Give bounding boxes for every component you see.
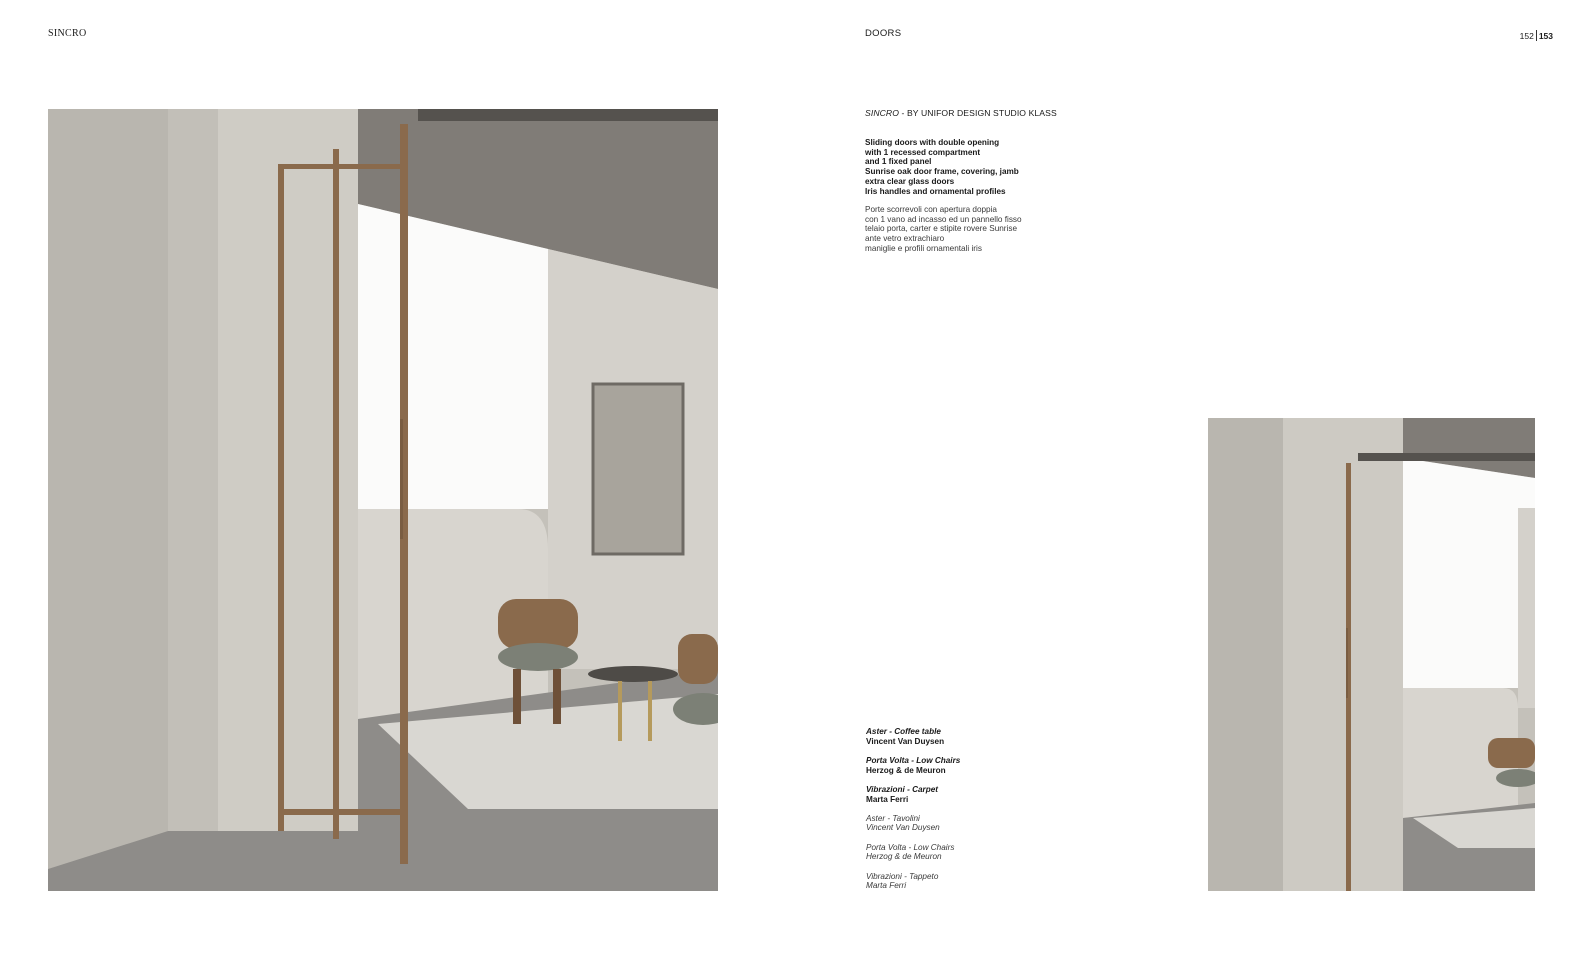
credits-list [866,727,960,900]
credit-title: Vibrazioni - Tappeto [866,871,939,881]
credit-title: Porta Volta - Low Chairs [866,842,955,852]
credit-title: Porta Volta - Low Chairs [866,755,961,765]
product-name: SINCRO [865,108,900,118]
credit-designer: Vincent Van Duysen [866,823,940,833]
credit-designer: Herzog & de Meuron [866,765,946,775]
credit-designer: Vincent Van Duysen [866,736,945,746]
running-header-left: SINCRO [48,28,87,39]
description-line: Sliding doors with double opening [865,138,1000,147]
description-line: telaio porta, carter e stipite rovere Sunrise [865,224,1017,234]
running-header-section: DOORS [865,28,902,39]
description-line: with 1 recessed compartment [865,147,981,157]
credit-item [866,756,960,775]
description-line: ante vetro extrachiaro [865,234,945,244]
credit-title: Aster - Coffee table [866,727,941,736]
credit-item-italian [866,872,960,891]
page-number-prev: 152 [1519,30,1534,41]
main-interior-photo [48,109,718,891]
description-line: extra clear glass doors [865,176,955,186]
credit-item-italian [866,814,960,833]
credit-title: Vibrazioni - Carpet [866,784,939,794]
credit-item [866,785,960,804]
description-line: and 1 fixed panel [865,157,932,167]
description-italian [865,205,1022,254]
description-line: Iris handles and ornamental profiles [865,186,1006,196]
product-byline: - BY UNIFOR DESIGN STUDIO KLASS [899,108,1057,118]
description-line: maniglie e profili ornamentali iris [865,243,982,253]
credit-designer: Herzog & de Meuron [866,852,942,862]
detail-interior-photo [1208,418,1535,891]
product-heading [865,108,1057,118]
credit-designer: Marta Ferri [866,881,907,891]
credit-item [866,727,960,746]
description-english [865,138,1019,196]
credit-designer: Marta Ferri [866,794,909,804]
page-number-current: 153 [1538,30,1553,41]
description-line: con 1 vano ad incasso ed un pannello fisso [865,214,1022,224]
page-number-divider [1536,30,1537,41]
description-line: Porte scorrevoli con apertura doppia [865,205,997,214]
page-numbers [1520,30,1553,41]
credit-title: Aster - Tavolini [866,813,920,823]
credit-item-italian [866,843,960,862]
description-line: Sunrise oak door frame, covering, jamb [865,167,1019,177]
